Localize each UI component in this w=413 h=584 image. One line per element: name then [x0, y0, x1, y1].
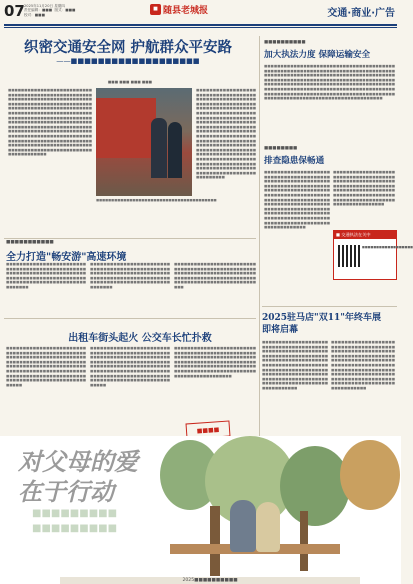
- header-rule: [4, 24, 397, 26]
- middle-headline: 全力打造"畅安游"高速环境: [6, 252, 127, 263]
- car-show-body-b: ■■■■■■■■■■■■■■■■■■■■■■■■■■■■■■■■■■■■■■■■■■■■■■■■■■■■■■■■■■■■■■■■■■■■■■■■■■■■■■■■■■■■■■■■■■■■■■■■■■■■■■■■■■■■■■■■■■■■■■■■■■■■■■■■■■■■■■■■■■■■■■■■■■■■■■■■■■■■■■■■■■■■■■■■■■■■■■■■■■■■■■■■■■■■■■■■■■■■■■■■■: [331, 340, 395, 390]
- masthead-seal-icon: ■: [150, 4, 161, 15]
- ad-text: ■■■■■■■■■■■■■■■■■■: [362, 245, 413, 249]
- lead-body-col1: ■■■■■■■■■■■■■■■■■■■■■■■■■■■■■■■■■■■■■■■■■■■■■■■■■■■■■■■■■■■■■■■■■■■■■■■■■■■■■■■■■■■■■■■■■■■■■■■■■■■■■■■■■■■■■■■■■■■■■■■■■■■■■■■■■■■■■■■■■■■■■■■■■■■■■■■■■■■■■■■■■■■■■■■■■■■■■■■■■■■■■■■■■■■■■■■■■■■■■■■■■■■■■■■■■■■■■■■■■■■■■■■■■■■■■■■■■■■■■■■■■■■■■■■■■■■■■■■■■■■■■■■■■■■■■■■■■■■■■■■■■■■■■■■■■■■■■■■■■■■■■■■■■■■■■■■■■■■■■■■■■■■■■■■■■■■■■■■■■■■■■■■■■■■■■■■■■■■■■■■■■■■■■■■■■■■■■■■■: [8, 88, 92, 157]
- page-number: 07: [4, 2, 25, 20]
- banner-title-line2: 在于行动: [18, 477, 114, 506]
- bottom-rule: [4, 318, 256, 319]
- tree-trunk-icon: [300, 511, 308, 571]
- right-body-2a: ■■■■■■■■■■■■■■■■■■■■■■■■■■■■■■■■■■■■■■■■■■■■■■■■■■■■■■■■■■■■■■■■■■■■■■■■■■■■■■■■■■■■■■■■■■■■■■■■■■■■■■■■■■■■■■■■■■■■■■■■■■■■■■■■■■■■■■■■■■■■■■■■■■■■■■■■■■■■■■■■■■■■■■■■■■■■■■■■■■■■■■■■■■■■■■■■■■■■■■■■■■■■■■■■■■■■■■■■■■■■■■■■■■■■■■■■■■■■■■■■■■■■■■■■■■■■■: [264, 170, 330, 230]
- tree-trunk-icon: [210, 506, 220, 576]
- lead-photo: [96, 88, 192, 196]
- issue-meta: 2025年11月20日 星期四 责任编辑：■■■ 版式：■■■ 校对：■■■: [24, 4, 76, 17]
- public-service-banner: [0, 436, 401, 584]
- traffic-enforcement-ad: [333, 230, 413, 280]
- middle-body-col2: ■■■■■■■■■■■■■■■■■■■■■■■■■■■■■■■■■■■■■■■■■■■■■■■■■■■■■■■■■■■■■■■■■■■■■■■■■■■■■■■■■■■■■■■■■■■■■■■■■■■■■■■■■■■■■■■■■■■■■■■■■■■■■■■: [90, 262, 170, 289]
- middle-kicker: ■■■■■■■■■■■: [6, 240, 54, 245]
- right-kicker-2: ■■■■■■■■: [264, 146, 298, 151]
- lead-subheadline: ——■■■■■■■■■■■■■■■■■■■: [56, 56, 200, 65]
- lead-body-col3: ■■■■■■■■■■■■■■■■■■■■■■■■■■■■■■■■■■■■■■■■■■■■■■■■■■■■■■■■■■■■■■■■■■■■■■■■■■■■■■■■■■■■■■■■■■■■■■■■■■■■■■■■■■■■■■■■■■■■■■■■■■■■■■■■■■■■■■■■■■■■■■■■■■■■■■■■■■■■■■■■■■■■■■■■■■■■■■■■■■■■■■■■■■■■■■■■■■■■■■■■■■■■■■■■■■■■■■■■■■■■■■■■■■■■■■■■■■■■■■■■■■■■■■■■■■■■■■■■■■■■■■■■■■■■■■■■■■■■■■■■■■■■■■■■■■■■■■■■■■■■■■■■■■■■■■■■■■■■■■■■■■■■■■■■■■■■■■■■■■■■■■■■■■■■■■■: [196, 88, 256, 180]
- right-body-2b: ■■■■■■■■■■■■■■■■■■■■■■■■■■■■■■■■■■■■■■■■■■■■■■■■■■■■■■■■■■■■■■■■■■■■■■■■■■■■■■■■■■■■■■■■■■■■■■■■■■■■■■■■■■■■■■■■■■■■■■■■■■■■■■■■■■■■■■■■■■■■■■■■■■■■■: [333, 170, 395, 207]
- section-title: 交通·商业·广告: [327, 8, 395, 19]
- photo-caption: ■■■■■■■■■■■■■■■■■■■■■■■■■■■■■■■■■■■■■■■■: [96, 198, 217, 202]
- middle-body-col1: ■■■■■■■■■■■■■■■■■■■■■■■■■■■■■■■■■■■■■■■■■■■■■■■■■■■■■■■■■■■■■■■■■■■■■■■■■■■■■■■■■■■■■■■■■■■■■■■■■■■■■■■■■■■■■■■■■■■■■■■■■■■■■■■: [6, 262, 86, 289]
- bottom-headline: 出租车街头起火 公交车长忙扑救: [68, 333, 212, 344]
- lead-headline: 织密交通安全网 护航群众平安路: [23, 39, 233, 56]
- paper-name: 随县老城报: [163, 5, 209, 16]
- tree-far-right-icon: [340, 440, 400, 510]
- banner-title-line1: 对父母的爱: [18, 447, 138, 476]
- masthead-logo: [150, 3, 250, 15]
- right-headline-2: 排查隐患保畅通: [264, 156, 325, 166]
- tree-right-icon: [280, 446, 350, 526]
- banner-subtitle-2: ■■■■■■■■■: [32, 523, 118, 534]
- car-show-body-a: ■■■■■■■■■■■■■■■■■■■■■■■■■■■■■■■■■■■■■■■■■■■■■■■■■■■■■■■■■■■■■■■■■■■■■■■■■■■■■■■■■■■■■■■■■■■■■■■■■■■■■■■■■■■■■■■■■■■■■■■■■■■■■■■■■■■■■■■■■■■■■■■■■■■■■■■■■■■■■■■■■■■■■■■■■■■■■■■■■■■■■■■■■■■■■■■■■■■■■■■■■■■■■■■■■■■: [262, 340, 328, 390]
- middle-body-col3: ■■■■■■■■■■■■■■■■■■■■■■■■■■■■■■■■■■■■■■■■■■■■■■■■■■■■■■■■■■■■■■■■■■■■■■■■■■■■■■■■■■■■■■■■■■■■■■■■■■■■■■■■■■■■■■■■■■■■■■■■■■■■■■■■: [174, 262, 256, 289]
- right-box-rule: [262, 306, 397, 307]
- bottom-body-col2: ■■■■■■■■■■■■■■■■■■■■■■■■■■■■■■■■■■■■■■■■■■■■■■■■■■■■■■■■■■■■■■■■■■■■■■■■■■■■■■■■■■■■■■■■■■■■■■■■■■■■■■■■■■■■■■■■■■■■■■■■■■■■■■■■■■■■■■■■■■■■■■■■■■■■■■■■■■■■■■■■■■■■■■■■■■■■■■■■■■■■■■■■■■■■■■■■■■■■■: [90, 346, 170, 387]
- middle-rule: [4, 238, 256, 239]
- bottom-body-col1: ■■■■■■■■■■■■■■■■■■■■■■■■■■■■■■■■■■■■■■■■■■■■■■■■■■■■■■■■■■■■■■■■■■■■■■■■■■■■■■■■■■■■■■■■■■■■■■■■■■■■■■■■■■■■■■■■■■■■■■■■■■■■■■■■■■■■■■■■■■■■■■■■■■■■■■■■■■■■■■■■■■■■■■■■■■■■■■■■■■■■■■■■■■■■■■■■■■■■■: [6, 346, 86, 387]
- right-body-1: ■■■■■■■■■■■■■■■■■■■■■■■■■■■■■■■■■■■■■■■■■■■■■■■■■■■■■■■■■■■■■■■■■■■■■■■■■■■■■■■■■■■■■■■■■■■■■■■■■■■■■■■■■■■■■■■■■■■■■■■■■■■■■■■■■■■■■■■■■■■■■■■■■■■■■■■■■■■■■■■■■■■■■■■■■■■■■■■■■■■■■■■■■■■■■■■■■■■■■■■■■■■■■■■■■■■■■■■■■■■■■■■■■■■■■■■■■■■■■■■■■■■■■■■■■■■■■■■■■■■■■■■■■■■■■■■■■■■■■■■■■■■■■■■■■■■■■■■■■■■■■■■■■■■■■■■■■■■■■: [264, 64, 395, 101]
- header-rule-thin: [4, 27, 397, 28]
- bottom-body-col3: ■■■■■■■■■■■■■■■■■■■■■■■■■■■■■■■■■■■■■■■■■■■■■■■■■■■■■■■■■■■■■■■■■■■■■■■■■■■■■■■■■■■■■■■■■■■■■■■■■■■■■■■■■■■■■■■■■■■■■■■■■■■■■■■■■■■■■■■■■■■■■■■■■■■■■■■■■■■■■■■■■■■■■■■■: [174, 346, 256, 378]
- banner-footer: 2025■■■■■■■■■■: [60, 577, 360, 584]
- car-show-headline: 2025驻马店"双11"年终车展 即将启幕: [262, 313, 381, 335]
- banner-subtitle-1: ■■■■■■■■■: [32, 508, 118, 519]
- elderly-figure-icon: [256, 502, 280, 552]
- right-kicker-1: ■■■■■■■■■■: [264, 40, 306, 45]
- ad-header: ■ 交通执法在关中: [334, 231, 396, 239]
- lead-byline: ■■■ ■■■ ■■■ ■■■: [107, 80, 153, 84]
- column-stamp: ■■■■: [185, 420, 230, 439]
- right-headline-1: 加大执法力度 保障运输安全: [264, 50, 371, 60]
- qr-code-icon: [338, 245, 360, 267]
- elderly-figure-icon: [230, 500, 256, 552]
